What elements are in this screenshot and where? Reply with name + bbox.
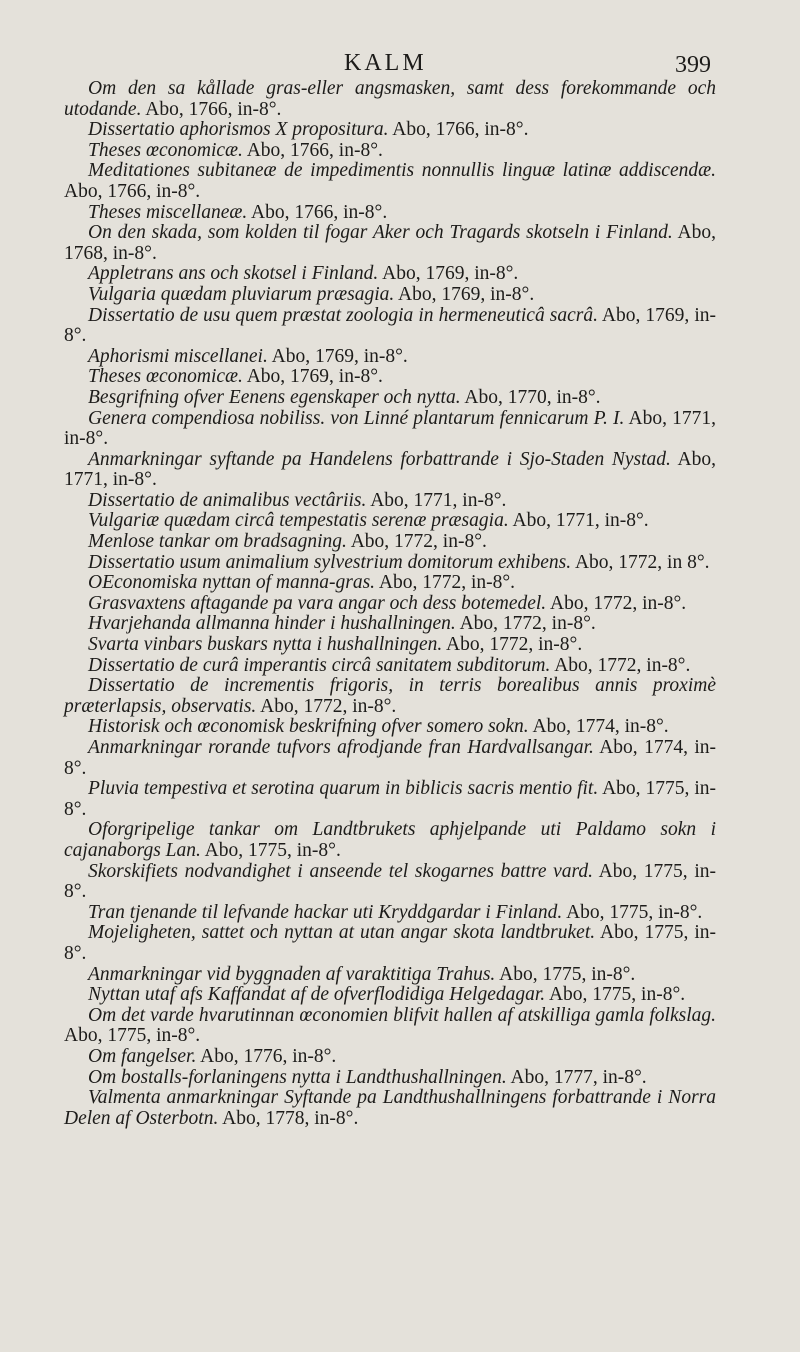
entry-imprint: Abo, 1769, in-8°. xyxy=(64,304,716,347)
bibliography-entry xyxy=(64,532,716,553)
entry-imprint: Abo, 1772, in-8°. xyxy=(550,654,691,676)
entry-imprint: Abo, 1768, in-8°. xyxy=(64,222,716,264)
entry-title: OEconomiska nyttan of manna-gras. xyxy=(88,572,376,594)
entry-imprint: Abo, 1769, in-8°. xyxy=(242,366,383,388)
bibliography-list xyxy=(64,79,716,1129)
entry-title: Anmarkningar syftande pa Handelens forbattrande i Sjo-Staden Nystad. xyxy=(88,448,671,470)
bibliography-entry xyxy=(64,717,716,738)
entry-title: Theses œconomicæ. xyxy=(88,139,243,161)
bibliography-entry xyxy=(64,264,716,285)
entry-imprint: Abo, 1775, in-8°. xyxy=(64,922,716,964)
entry-imprint: Abo, 1766, in-8°. xyxy=(242,139,383,161)
entry-imprint: Abo, 1766, in-8°. xyxy=(388,119,529,141)
bibliography-entry xyxy=(64,903,716,924)
bibliography-entry xyxy=(64,656,716,677)
bibliography-entry xyxy=(64,285,716,306)
entry-imprint: Abo, 1772, in-8°. xyxy=(256,695,397,717)
entry-title: Besgrifning ofver Eenens egenskaper och nytta. xyxy=(88,386,461,408)
entry-title: Dissertatio de curâ imperantis circâ sanitatem subditorum. xyxy=(88,654,551,676)
bibliography-entry xyxy=(64,511,716,532)
entry-imprint: Abo, 1774, in-8°. xyxy=(64,737,716,779)
entry-imprint: Abo, 1772, in-8°. xyxy=(455,613,596,635)
bibliography-entry xyxy=(64,450,716,491)
page-number: 399 xyxy=(675,52,711,78)
entry-title: Pluvia tempestiva et serotina quarum in biblicis sacris mentio fit. xyxy=(88,778,599,800)
entry-title: Menlose tankar om bradsagning. xyxy=(88,531,347,553)
entry-imprint: Abo, 1775, in-8°. xyxy=(495,963,636,985)
entry-title: Skorskifiets nodvandighet i anseende tel skogarnes battre vard. xyxy=(88,860,594,882)
bibliography-entry xyxy=(64,203,716,224)
bibliography-entry xyxy=(64,388,716,409)
entry-imprint: Abo, 1775, in-8°. xyxy=(64,860,717,903)
bibliography-entry xyxy=(64,594,716,615)
entry-title: Aphorismi miscellanei. xyxy=(88,345,268,367)
entry-title: Om det varde hvarutinnan œconomien blifvit hallen af atskilliga gamla folkslag. xyxy=(88,1004,716,1026)
bibliography-entry xyxy=(64,1047,716,1068)
entry-title: Oforgripelige tankar om Landtbrukets aphjelpande uti Paldamo sokn i cajanaborgs Lan. xyxy=(64,819,716,861)
bibliography-entry xyxy=(64,491,716,512)
entry-title: Om bostalls-forlaningens nytta i Landthushallningen. xyxy=(88,1066,507,1088)
entry-imprint: Abo, 1766, in-8°. xyxy=(141,98,282,120)
bibliography-entry xyxy=(64,614,716,635)
entry-imprint: Abo, 1772, in-8°. xyxy=(546,592,687,614)
entry-imprint: Abo, 1772, in-8°. xyxy=(375,572,516,594)
entry-imprint: Abo, 1777, in-8°. xyxy=(506,1066,647,1088)
entry-title: Om den sa kållade gras-eller angsmasken, samt dess forekommande och utodande. xyxy=(64,78,716,120)
entry-title: Tran tjenande til lefvande hackar uti Kryddgardar i Finland. xyxy=(88,901,563,923)
entry-title: Svarta vinbars buskars nytta i hushallningen. xyxy=(88,634,443,656)
entry-title: Genera compendiosa nobiliss. von Linné plantarum fennicarum P. I. xyxy=(88,407,625,429)
entry-imprint: Abo, 1775, in-8°. xyxy=(64,778,716,820)
entry-title: Nyttan utaf afs Kaffandat af de ofverflodidiga Helgedagar. xyxy=(88,984,546,1006)
entry-imprint: Abo, 1775, in-8°. xyxy=(562,901,703,923)
entry-title: On den skada, som kolden til fogar Aker och Tragards skotseln i Finland. xyxy=(88,222,673,244)
bibliography-entry xyxy=(64,1006,716,1047)
entry-imprint: Abo, 1774, in-8°. xyxy=(528,716,669,738)
entry-imprint: Abo, 1771, in-8°. xyxy=(508,510,649,532)
entry-imprint: Abo, 1771, in-8°. xyxy=(366,489,507,511)
entry-imprint: Abo, 1772, in 8°. xyxy=(571,551,710,573)
entry-title: Dissertatio de incrementis frigoris, in terris borealibus annis proximè præterlapsis, observatis. xyxy=(64,675,716,717)
entry-imprint: Abo, 1775, in-8°. xyxy=(64,1025,201,1047)
bibliography-entry xyxy=(64,141,716,162)
entry-title: Mojeligheten, sattet och nyttan at utan angar skota landtbruket. xyxy=(88,922,596,944)
entry-imprint: Abo, 1769, in-8°. xyxy=(378,263,519,285)
bibliography-entry xyxy=(64,573,716,594)
entry-title: Anmarkningar vid byggnaden af varaktitiga Trahus. xyxy=(88,963,496,985)
entry-imprint: Abo, 1776, in-8°. xyxy=(196,1045,337,1067)
bibliography-entry xyxy=(64,676,716,717)
bibliography-entry xyxy=(64,223,716,264)
entry-title: Hvarjehanda allmanna hinder i hushallningen. xyxy=(88,613,456,635)
entry-title: Dissertatio de animalibus vectâriis. xyxy=(88,489,367,511)
entry-title: Anmarkningar rorande tufvors afrodjande fran Hardvallsangar. xyxy=(88,737,594,758)
entry-imprint: Abo, 1772, in-8°. xyxy=(442,634,583,656)
bibliography-entry xyxy=(64,1088,716,1129)
bibliography-entry xyxy=(64,347,716,368)
entry-imprint: Abo, 1769, in-8°. xyxy=(394,283,535,305)
entry-imprint: Abo, 1769, in-8°. xyxy=(267,345,408,367)
entry-imprint: Abo, 1771, in-8°. xyxy=(64,407,716,450)
entry-imprint: Abo, 1770, in-8°. xyxy=(460,386,601,408)
entry-title: Theses miscellaneæ. xyxy=(88,201,248,223)
entry-title: Dissertatio de usu quem præstat zoologia in hermeneuticâ sacrâ. xyxy=(88,304,598,326)
bibliography-entry xyxy=(64,965,716,986)
entry-imprint: Abo, 1778, in-8°. xyxy=(218,1107,359,1129)
entry-imprint: Abo, 1775, in-8°. xyxy=(545,984,686,1006)
entry-title: Dissertatio usum animalium sylvestrium domitorum exhibens. xyxy=(88,551,572,573)
bibliography-entry xyxy=(64,923,716,964)
entry-title: Dissertatio aphorismos X propositura. xyxy=(88,119,389,141)
bibliography-entry xyxy=(64,79,716,120)
entry-title: Theses œconomicæ. xyxy=(88,366,243,388)
bibliography-entry xyxy=(64,779,716,820)
bibliography-entry xyxy=(64,1068,716,1089)
entry-title: Vulgaria quædam pluviarum præsagia. xyxy=(88,283,395,305)
bibliography-entry xyxy=(64,367,716,388)
entry-title: Grasvaxtens aftagande pa vara angar och dess botemedel. xyxy=(88,592,547,614)
bibliography-entry xyxy=(64,120,716,141)
bibliography-entry xyxy=(64,409,716,450)
bibliography-entry xyxy=(64,635,716,656)
entry-imprint: Abo, 1775, in-8°. xyxy=(200,839,341,861)
entry-title: Historisk och œconomisk beskrifning ofver somero sokn. xyxy=(88,716,529,738)
entry-imprint: Abo, 1772, in-8°. xyxy=(346,531,487,553)
bibliography-entry xyxy=(64,161,716,202)
entry-imprint: Abo, 1766, in-8°. xyxy=(247,201,388,223)
entry-imprint: Abo, 1771, in-8°. xyxy=(64,448,716,491)
bibliography-entry xyxy=(64,820,716,861)
entry-title: Meditationes subitaneæ de impedimentis nonnullis linguæ latinæ addiscendæ. xyxy=(88,160,716,182)
bibliography-entry xyxy=(64,738,716,779)
bibliography-entry xyxy=(64,862,716,903)
bibliography-entry xyxy=(64,985,716,1006)
entry-title: Valmenta anmarkningar Syftande pa Landthushallningens forbattrande i Norra Delen af Osterbotn. xyxy=(64,1087,716,1129)
entry-title: Vulgariæ quædam circâ tempestatis serenæ præsagia. xyxy=(88,510,509,532)
bibliography-entry xyxy=(64,553,716,574)
entry-title: Om fangelser. xyxy=(88,1045,197,1067)
running-title: KALM xyxy=(344,50,427,76)
entry-title: Appletrans ans och skotsel i Finland. xyxy=(88,263,379,285)
bibliography-entry xyxy=(64,306,716,347)
entry-imprint: Abo, 1766, in-8°. xyxy=(64,180,201,202)
